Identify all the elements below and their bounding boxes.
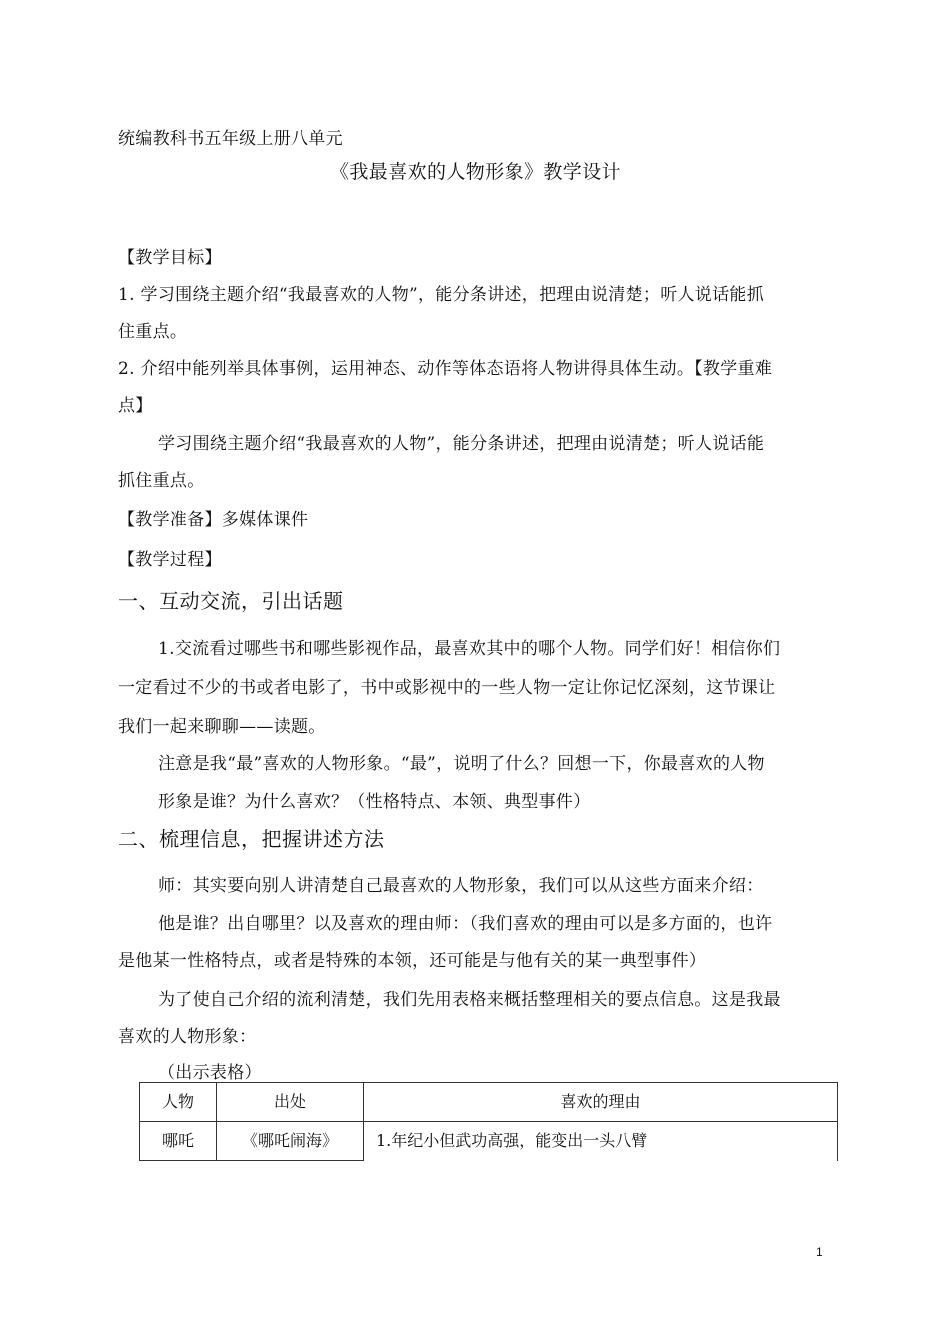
section-1-para-1-line-2: 一定看过不少的书或者电影了，书中或影视中的一些人物一定让你记忆深刻，这节课让 <box>118 678 776 698</box>
section-1-para-1-line-1: 1.交流看过哪些书和哪些影视作品，最喜欢其中的哪个人物。同学们好！相信你们 <box>158 639 781 659</box>
section-2-para-3-line-2: 喜欢的人物形象： <box>118 1027 257 1047</box>
character-table <box>139 1082 838 1161</box>
unit-line: 统编教科书五年级上册八单元 <box>118 129 343 149</box>
section-2-para-1: 师：其实要向别人讲清楚自己最喜欢的人物形象，我们可以从这些方面来介绍： <box>158 876 764 896</box>
objective-2-line-1: 2. 介绍中能列举具体事例，运用神态、动作等体态语将人物讲得具体生动。【教学重难 <box>118 359 773 379</box>
objective-1-line-1: 1. 学习围绕主题介绍“我最喜欢的人物”，能分条讲述，把理由说清楚；听人说话能抓 <box>118 285 765 305</box>
section-1-para-2-line-1: 注意是我“最”喜欢的人物形象。“最”，说明了什么？回想一下，你最喜欢的人物 <box>158 754 765 774</box>
section-1-para-1-line-3: 我们一起来聊聊——读题。 <box>118 717 326 737</box>
table-cell: 《哪吒闹海》 <box>217 1122 364 1161</box>
process-heading: 【教学过程】 <box>118 550 222 570</box>
table-cell: 哪吒 <box>140 1122 217 1161</box>
section-2-para-2-line-1: 他是谁？出自哪里？以及喜欢的理由师：（我们喜欢的理由可以是多方面的，也许 <box>158 914 773 934</box>
key-points-line-2: 抓住重点。 <box>118 471 205 491</box>
section-2-heading: 二、梳理信息，把握讲述方法 <box>118 827 385 851</box>
section-2-para-2-line-2: 是他某一性格特点，或者是特殊的本领，还可能是与他有关的某一典型事件） <box>118 951 707 971</box>
objective-2-line-2: 点】 <box>118 396 153 416</box>
table-row <box>140 1122 838 1161</box>
preparation-line: 【教学准备】多媒体课件 <box>118 510 309 530</box>
document-title: 《我最喜欢的人物形象》教学设计 <box>330 161 622 183</box>
section-1-heading: 一、互动交流，引出话题 <box>118 589 344 613</box>
table-header-cell: 出处 <box>217 1083 364 1122</box>
objectives-heading: 【教学目标】 <box>118 248 222 268</box>
page-number: 1 <box>816 1245 823 1259</box>
table-header-cell: 喜欢的理由 <box>364 1083 838 1122</box>
table-header-row <box>140 1083 838 1122</box>
key-points-line-1: 学习围绕主题介绍“我最喜欢的人物”，能分条讲述，把理由说清楚；听人说话能 <box>158 434 765 454</box>
table-header-cell: 人物 <box>140 1083 217 1122</box>
section-1-para-2-line-2: 形象是谁？为什么喜欢？（性格特点、本领、典型事件） <box>158 792 591 812</box>
objective-1-line-2: 住重点。 <box>118 322 188 342</box>
table-caption: （出示表格） <box>158 1063 262 1083</box>
section-2-para-3-line-1: 为了使自己介绍的流利清楚，我们先用表格来概括整理相关的要点信息。这是我最 <box>158 990 781 1010</box>
table-cell: 1.年纪小但武功高强，能变出一头八臂 <box>364 1122 838 1161</box>
